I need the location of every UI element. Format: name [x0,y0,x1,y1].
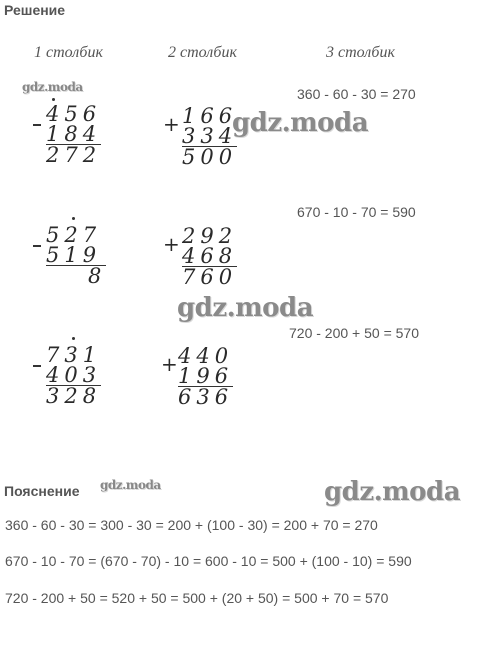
column-label-2: 2 столбик [168,44,237,61]
addend-2: 196 [178,364,234,388]
addend-1: 292 [182,224,238,248]
column-subtraction-1 [46,104,101,165]
column-addition-3 [161,344,234,409]
borrow-dot [72,337,75,340]
subtrahend: 519 [46,243,102,267]
addend-1: 440 [178,344,234,368]
watermark-logo: gdz.moda [324,477,461,507]
solution-heading: Решение [4,2,66,18]
subtrahend: 184 [46,122,102,146]
plus-sign: + [163,112,180,136]
addend-2: 334 [182,124,238,148]
explanation-heading: Пояснение [4,483,80,499]
expression-col3: 670 - 10 - 70 = 590 [297,204,416,220]
explanation-line-1: 360 - 60 - 30 = 300 - 30 = 200 + (100 - 30) = 200 + 70 = 270 [5,517,378,533]
explanation-line-3: 720 - 200 + 50 = 520 + 50 = 500 + (20 + 50) = 500 + 70 = 570 [5,590,389,606]
difference: 328 [46,384,102,408]
minuend: 731 [46,343,102,367]
addend-1: 166 [182,104,238,128]
expression-col3: 360 - 60 - 30 = 270 [297,86,416,102]
minus-sign [33,245,41,247]
column-subtraction-3 [46,345,101,406]
plus-sign: + [163,232,180,256]
difference: 8 [46,265,106,286]
minus-sign [33,365,41,367]
expression-col3: 720 - 200 + 50 = 570 [289,325,419,341]
watermark-logo: gdz.moda [177,293,314,323]
column-subtraction-2 [46,225,106,286]
minus-sign [33,124,41,126]
minuend: 456 [46,102,102,126]
subtrahend: 403 [46,363,102,387]
sum: 636 [178,385,234,409]
column-addition-1 [163,104,238,169]
column-label-1: 1 столбик [34,44,103,61]
borrow-dot [72,217,75,220]
addend-2: 468 [182,244,238,268]
column-addition-2 [163,224,238,289]
watermark-logo: gdz.moda [232,108,369,138]
sum: 760 [182,265,238,289]
column-label-3: 3 столбик [326,44,395,61]
plus-sign: + [161,352,178,376]
difference: 272 [46,143,102,167]
watermark-logo: gdz.moda [100,478,161,492]
watermark-logo: gdz.moda [22,80,83,94]
minuend: 527 [46,223,102,247]
borrow-dot [52,98,55,101]
sum: 500 [182,145,238,169]
explanation-line-2: 670 - 10 - 70 = (670 - 70) - 10 = 600 - 10 = 500 + (100 - 10) = 590 [5,553,412,569]
